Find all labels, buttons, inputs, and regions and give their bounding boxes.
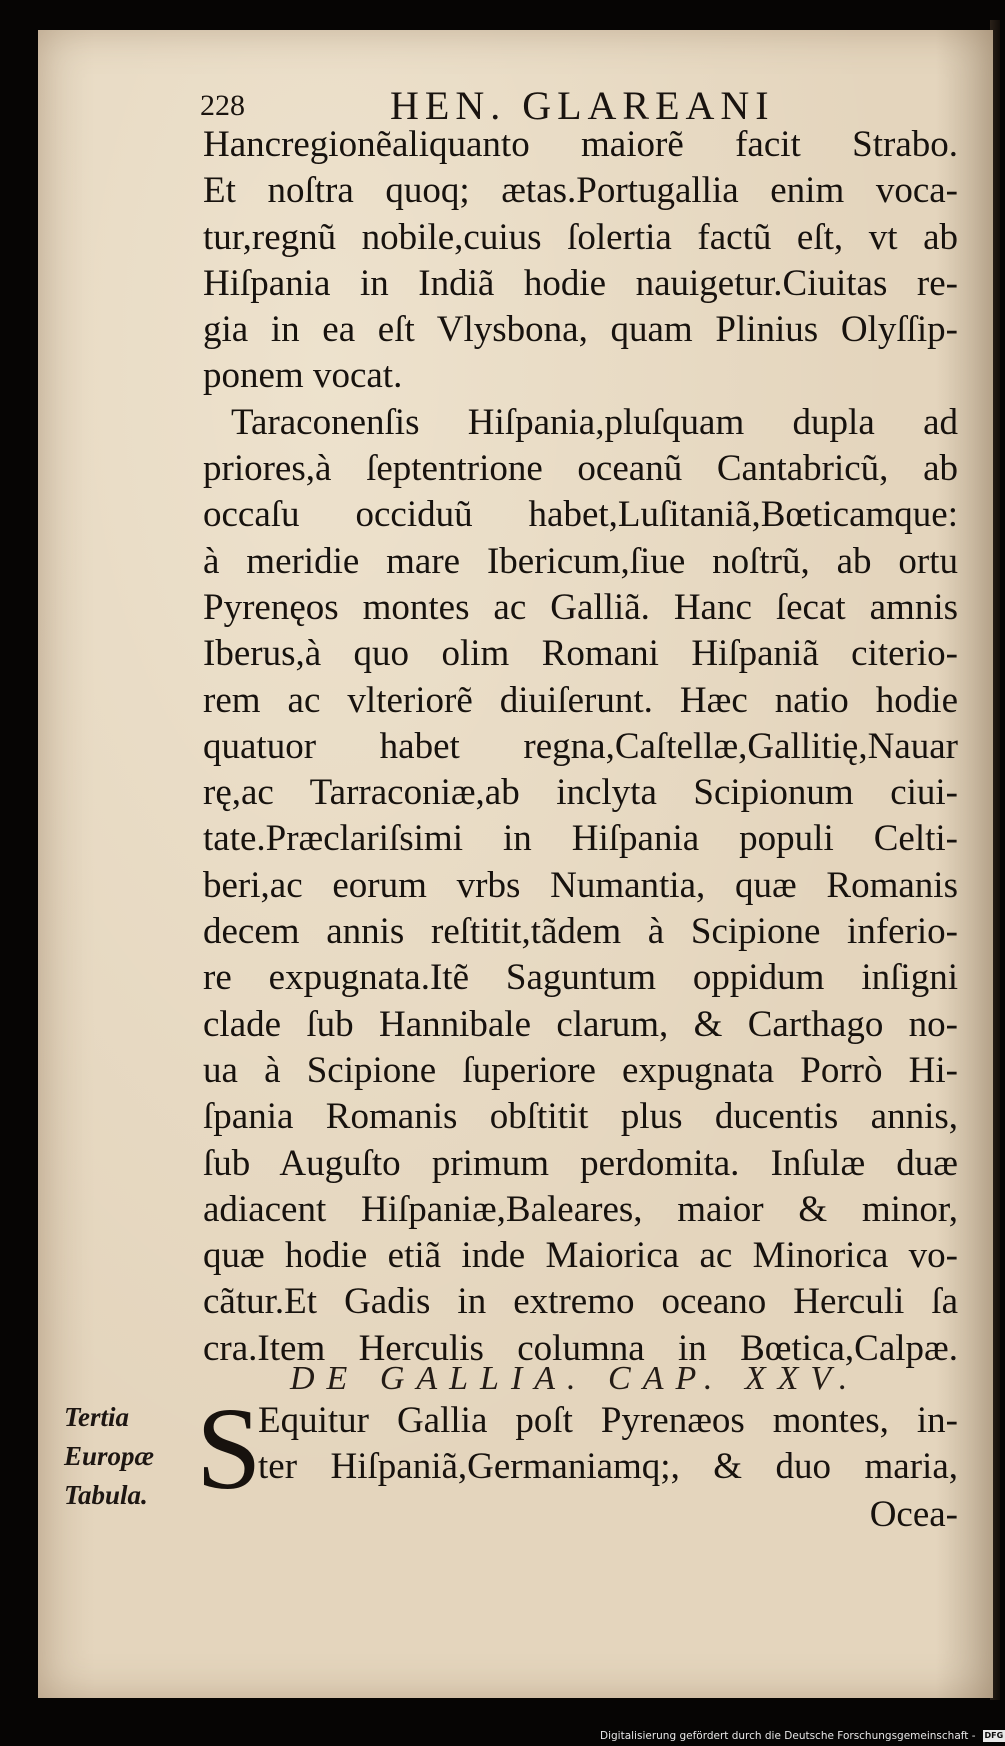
- page-number: 228: [200, 89, 245, 122]
- funding-credit-text: Digitalisierung gefördert durch die Deutsche Forschungsgemeinschaft -: [600, 1730, 976, 1742]
- chapter-text-block: [258, 1398, 958, 1491]
- text-line: rę,ac Tarraconiæ,ab inclyta Scipionum ciui-: [203, 772, 958, 814]
- marginal-note: [64, 1398, 194, 1515]
- text-line: gia in ea eſt Vlysbona, quam Plinius Olyſſip-: [203, 309, 958, 351]
- main-text-block: [203, 122, 958, 1372]
- text-line: cãtur.Et Gadis in extremo oceano Herculi ſa: [203, 1281, 958, 1323]
- text-line: tur,regnũ nobile,cuius ſolertia factũ eſt, vt ab: [203, 216, 958, 258]
- dfg-logo-icon: DFG: [984, 1731, 1004, 1740]
- text-line: Iberus,à quo olim Romani Hiſpaniã citerio-: [203, 633, 958, 675]
- text-line: re expugnata.Itẽ Saguntum oppidum inſigni: [203, 957, 958, 999]
- marginal-note-line: Europæ: [64, 1441, 155, 1471]
- text-line: cra.Item Herculis columna in Bœtica,Calpæ.: [203, 1327, 958, 1369]
- text-line: decem annis reſtitit,tãdem à Scipione inferio-: [203, 911, 958, 953]
- text-line: Taraconenſis Hiſpania,pluſquam dupla ad: [231, 401, 958, 443]
- text-line: ponem vocat.: [203, 355, 403, 397]
- marginal-note-line: Tertia: [64, 1402, 130, 1432]
- running-title: HEN. GLAREANI: [390, 83, 775, 128]
- funding-credit: [600, 1728, 1004, 1744]
- text-line: ter Hiſpaniã,Germaniamq;, & duo maria,: [258, 1446, 958, 1488]
- text-line: Et noſtra quoq; ætas.Portugallia enim voca-: [203, 170, 958, 212]
- text-line: adiacent Hiſpaniæ,Baleares, maior & minor,: [203, 1188, 958, 1230]
- marginal-note-line: Tabula.: [64, 1480, 148, 1510]
- text-line: priores,à ſeptentrione oceanũ Cantabricũ, ab: [203, 448, 958, 490]
- text-line: clade ſub Hannibale clarum, & Carthago no-: [203, 1003, 958, 1045]
- text-line: Pyrenęos montes ac Galliã. Hanc ſecat amnis: [203, 586, 958, 628]
- text-line: rem ac vlteriorẽ diuiſerunt. Hæc natio hodie: [203, 679, 958, 721]
- text-line: quæ hodie etiã inde Maiorica ac Minorica vo-: [203, 1235, 958, 1277]
- text-line: ſub Auguſto primum perdomita. Inſulæ duæ: [203, 1142, 958, 1184]
- text-line: à meridie mare Ibericum,ſiue noſtrũ, ab ortu: [203, 540, 958, 582]
- text-line: Hancregionẽaliquanto maiorẽ facit Strabo.: [203, 124, 958, 165]
- text-line: ua à Scipione ſuperiore expugnata Porrò Hi-: [203, 1049, 958, 1091]
- text-line: quatuor habet regna,Caſtellæ,Gallitię,Nauar: [203, 725, 958, 767]
- text-line: beri,ac eorum vrbs Numantia, quæ Romanis: [203, 864, 958, 906]
- catchword: Ocea-: [869, 1494, 958, 1535]
- drop-cap: S: [196, 1383, 262, 1514]
- text-line: Equitur Gallia poſt Pyrenæos montes, in-: [258, 1400, 958, 1441]
- text-line: Hiſpania in Indiã hodie nauigetur.Ciuitas re-: [203, 262, 958, 304]
- text-line: tate.Præclariſsimi in Hiſpania populi Celti-: [203, 818, 958, 860]
- chapter-heading: DE GALLIA. CAP. XXV.: [290, 1360, 860, 1397]
- text-line: ſpania Romanis obſtitit plus ducentis annis,: [203, 1096, 958, 1138]
- text-line: occaſu occiduũ habet,Luſitaniã,Bœticamque:: [203, 494, 958, 536]
